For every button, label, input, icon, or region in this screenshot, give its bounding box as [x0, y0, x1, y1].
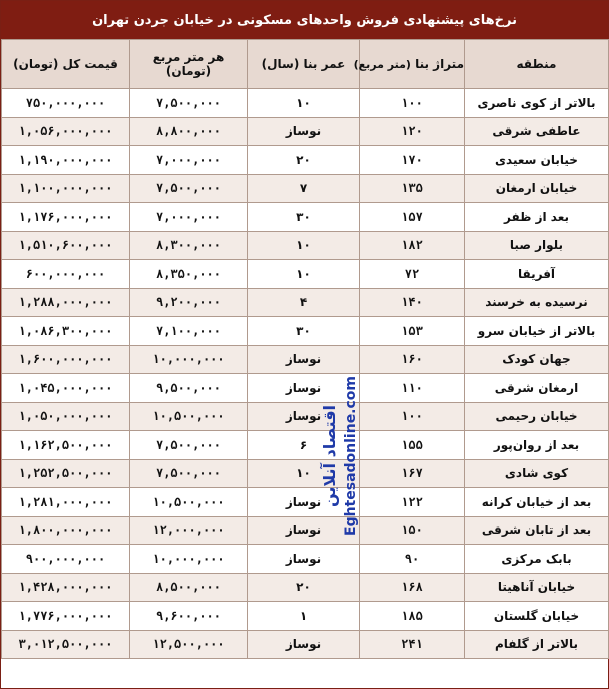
- cell-area: ۹۰: [360, 545, 465, 574]
- cell-region: خیابان آناهیتا: [465, 573, 609, 602]
- cell-region: آفریقا: [465, 260, 609, 289]
- cell-age: ۴: [248, 288, 360, 317]
- cell-per-sqm: ۷,۵۰۰,۰۰۰: [130, 431, 248, 460]
- cell-age: ۳۰: [248, 203, 360, 232]
- cell-total: ۱,۰۴۵,۰۰۰,۰۰۰: [2, 374, 130, 403]
- cell-per-sqm: ۱۰,۰۰۰,۰۰۰: [130, 345, 248, 374]
- cell-age: ۱۰: [248, 459, 360, 488]
- cell-per-sqm: ۸,۸۰۰,۰۰۰: [130, 117, 248, 146]
- header-area-unit: (متر مربع): [353, 58, 411, 71]
- cell-total: ۱,۱۶۲,۵۰۰,۰۰۰: [2, 431, 130, 460]
- cell-per-sqm: ۸,۵۰۰,۰۰۰: [130, 573, 248, 602]
- table-row: [2, 117, 609, 146]
- cell-age: نوساز: [248, 402, 360, 431]
- cell-per-sqm: ۷,۵۰۰,۰۰۰: [130, 174, 248, 203]
- cell-total: ۱,۲۸۱,۰۰۰,۰۰۰: [2, 488, 130, 517]
- cell-area: ۱۰۰: [360, 89, 465, 118]
- cell-per-sqm: ۹,۵۰۰,۰۰۰: [130, 374, 248, 403]
- cell-age: ۷: [248, 174, 360, 203]
- cell-age: ۱۰: [248, 231, 360, 260]
- cell-per-sqm: ۸,۳۵۰,۰۰۰: [130, 260, 248, 289]
- cell-total: ۶۰۰,۰۰۰,۰۰۰: [2, 260, 130, 289]
- cell-region: بالاتر از گلفام: [465, 630, 609, 659]
- table-row: [2, 203, 609, 232]
- table-row: [2, 345, 609, 374]
- cell-age: نوساز: [248, 374, 360, 403]
- cell-area: ۱۲۲: [360, 488, 465, 517]
- table-row: [2, 402, 609, 431]
- table-row: [2, 630, 609, 659]
- cell-total: ۱,۱۹۰,۰۰۰,۰۰۰: [2, 146, 130, 175]
- cell-total: ۱,۷۷۶,۰۰۰,۰۰۰: [2, 602, 130, 631]
- table-row: [2, 146, 609, 175]
- table-row: [2, 317, 609, 346]
- cell-total: ۱,۰۸۶,۳۰۰,۰۰۰: [2, 317, 130, 346]
- cell-area: ۱۴۰: [360, 288, 465, 317]
- cell-per-sqm: ۹,۶۰۰,۰۰۰: [130, 602, 248, 631]
- cell-age: ۲۰: [248, 573, 360, 602]
- cell-age: نوساز: [248, 345, 360, 374]
- cell-per-sqm: ۱۲,۵۰۰,۰۰۰: [130, 630, 248, 659]
- cell-age: ۱۰: [248, 89, 360, 118]
- cell-region: خیابان گلستان: [465, 602, 609, 631]
- watermark-name: اقتصاد آنلاین: [320, 404, 339, 508]
- cell-age: ۶: [248, 431, 360, 460]
- cell-per-sqm: ۱۰,۰۰۰,۰۰۰: [130, 545, 248, 574]
- cell-per-sqm: ۸,۳۰۰,۰۰۰: [130, 231, 248, 260]
- table-row: [2, 288, 609, 317]
- cell-age: ۳۰: [248, 317, 360, 346]
- header-age: عمر بنا (سال): [248, 40, 360, 89]
- table-row: [2, 174, 609, 203]
- cell-total: ۱,۶۰۰,۰۰۰,۰۰۰: [2, 345, 130, 374]
- cell-area: ۱۸۵: [360, 602, 465, 631]
- price-table: [1, 39, 609, 659]
- cell-area: ۱۵۰: [360, 516, 465, 545]
- cell-area: ۱۸۲: [360, 231, 465, 260]
- cell-per-sqm: ۷,۰۰۰,۰۰۰: [130, 203, 248, 232]
- cell-total: ۱,۲۸۸,۰۰۰,۰۰۰: [2, 288, 130, 317]
- cell-total: ۳,۰۱۲,۵۰۰,۰۰۰: [2, 630, 130, 659]
- cell-total: ۱,۱۷۶,۰۰۰,۰۰۰: [2, 203, 130, 232]
- cell-total: ۱,۰۵۶,۰۰۰,۰۰۰: [2, 117, 130, 146]
- cell-region: بالاتر از کوی ناصری: [465, 89, 609, 118]
- cell-total: ۹۰۰,۰۰۰,۰۰۰: [2, 545, 130, 574]
- table-title: نرخ‌های پیشنهادی فروش واحدهای مسکونی در خیابان جردن تهران: [1, 1, 608, 39]
- cell-area: ۱۵۵: [360, 431, 465, 460]
- cell-age: ۲۰: [248, 146, 360, 175]
- table-header-row: [2, 40, 609, 89]
- cell-per-sqm: ۷,۵۰۰,۰۰۰: [130, 89, 248, 118]
- cell-region: خیابان سعیدی: [465, 146, 609, 175]
- cell-total: ۱,۱۰۰,۰۰۰,۰۰۰: [2, 174, 130, 203]
- table-row: [2, 516, 609, 545]
- table-row: [2, 231, 609, 260]
- cell-per-sqm: ۱۰,۵۰۰,۰۰۰: [130, 402, 248, 431]
- cell-age: نوساز: [248, 516, 360, 545]
- header-area: [353, 40, 465, 89]
- cell-region: ارمغان شرقی: [465, 374, 609, 403]
- cell-age: نوساز: [248, 117, 360, 146]
- cell-region: عاطفی شرقی: [465, 117, 609, 146]
- header-region: منطقه: [465, 40, 609, 89]
- cell-per-sqm: ۱۲,۰۰۰,۰۰۰: [130, 516, 248, 545]
- table-row: [2, 89, 609, 118]
- table-row: [2, 573, 609, 602]
- cell-per-sqm: ۷,۰۰۰,۰۰۰: [130, 146, 248, 175]
- cell-region: بعد از تابان شرقی: [465, 516, 609, 545]
- cell-area: ۱۲۰: [360, 117, 465, 146]
- cell-area: ۱۷۰: [360, 146, 465, 175]
- table-row: [2, 374, 609, 403]
- table-row: [2, 602, 609, 631]
- cell-region: بالاتر از خیابان سرو: [465, 317, 609, 346]
- cell-region: جهان کودک: [465, 345, 609, 374]
- cell-per-sqm: ۷,۱۰۰,۰۰۰: [130, 317, 248, 346]
- header-per-sqm: [130, 40, 248, 89]
- cell-area: ۷۲: [360, 260, 465, 289]
- cell-age: ۱: [248, 602, 360, 631]
- cell-total: ۷۵۰,۰۰۰,۰۰۰: [2, 89, 130, 118]
- cell-per-sqm: ۷,۵۰۰,۰۰۰: [130, 459, 248, 488]
- cell-region: کوی شادی: [465, 459, 609, 488]
- cell-region: خیابان ارمغان: [465, 174, 609, 203]
- header-total: قیمت کل (تومان): [2, 40, 130, 89]
- cell-region: خیابان رحیمی: [465, 402, 609, 431]
- cell-area: ۱۵۷: [360, 203, 465, 232]
- cell-age: نوساز: [248, 545, 360, 574]
- cell-total: ۱,۴۲۸,۰۰۰,۰۰۰: [2, 573, 130, 602]
- cell-region: بعد از خیابان کرانه: [465, 488, 609, 517]
- table-row: [2, 459, 609, 488]
- table-row: [2, 431, 609, 460]
- header-per-sqm-label: هر متر مربع: [152, 50, 225, 64]
- cell-region: بعد از روان‌پور: [465, 431, 609, 460]
- cell-area: ۱۶۷: [360, 459, 465, 488]
- cell-region: بلوار صبا: [465, 231, 609, 260]
- cell-per-sqm: ۱۰,۵۰۰,۰۰۰: [130, 488, 248, 517]
- watermark-url: Eghtesadonline.com: [343, 375, 359, 537]
- cell-age: نوساز: [248, 630, 360, 659]
- table-row: [2, 488, 609, 517]
- cell-total: ۱,۰۵۰,۰۰۰,۰۰۰: [2, 402, 130, 431]
- cell-region: نرسیده به خرسند: [465, 288, 609, 317]
- header-per-sqm-unit: (تومان): [165, 64, 212, 78]
- cell-area: ۱۶۰: [360, 345, 465, 374]
- cell-per-sqm: ۹,۲۰۰,۰۰۰: [130, 288, 248, 317]
- table-row: [2, 260, 609, 289]
- cell-total: ۱,۸۰۰,۰۰۰,۰۰۰: [2, 516, 130, 545]
- cell-total: ۱,۲۵۲,۵۰۰,۰۰۰: [2, 459, 130, 488]
- cell-region: بابک مرکزی: [465, 545, 609, 574]
- cell-total: ۱,۵۱۰,۶۰۰,۰۰۰: [2, 231, 130, 260]
- cell-region: بعد از ظفر: [465, 203, 609, 232]
- header-area-label: متراژ بنا: [415, 57, 464, 71]
- cell-area: ۱۱۰: [360, 374, 465, 403]
- cell-area: ۱۰۰: [360, 402, 465, 431]
- table-row: [2, 545, 609, 574]
- cell-age: ۱۰: [248, 260, 360, 289]
- cell-area: ۱۳۵: [360, 174, 465, 203]
- cell-area: ۱۵۳: [360, 317, 465, 346]
- cell-age: نوساز: [248, 488, 360, 517]
- cell-area: ۲۴۱: [360, 630, 465, 659]
- cell-area: ۱۶۸: [360, 573, 465, 602]
